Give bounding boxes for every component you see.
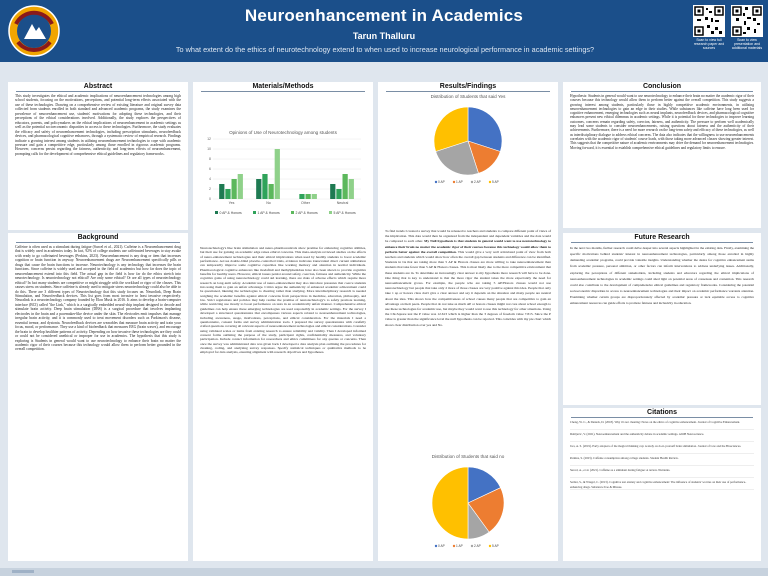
pie-legend-swatch bbox=[453, 181, 455, 183]
conclusion-section bbox=[563, 82, 761, 228]
pie-legend-label: 0 AP bbox=[438, 180, 445, 184]
pie-legend-label: 1 AP bbox=[456, 180, 463, 184]
abstract-section bbox=[8, 82, 188, 230]
methods-section bbox=[193, 82, 373, 561]
bar-chart-plot bbox=[199, 135, 367, 223]
pie-legend-swatch bbox=[435, 181, 437, 183]
pie-legend-swatch bbox=[435, 545, 437, 547]
bar-mark bbox=[232, 179, 237, 199]
citation-item: Jwa, A. S. (2019). Early adopters of the magical thinking cap: A study on do-it-yourself brain stimulation. Journal of Law and the Biosciences. bbox=[570, 444, 754, 454]
pie-legend-label: 5 AP bbox=[492, 544, 499, 548]
bar-mark bbox=[262, 174, 267, 199]
bar-x-tick: Neutral bbox=[336, 201, 349, 205]
future-research-section bbox=[563, 233, 761, 405]
abstract-text: This study investigates the ethical and academic implications of neuroenhancement technologies among high school students, focusing on the motivations, perceptions, and potential long-term effects associated with the use of these technologies. Drawing on a comprehensive review of existing literature and original survey data collected from students enrolled in both standard and advanced academic programs, the study examines the prevalence of neuroenhancement use, students' motivations for adopting these technologies, and their perceptions of the ethical considerations involved. Additionally, the study explores the perspectives of educators, parents, and policymakers on the ethical implications of neuroenhancement in academic settings as well as the potential socioeconomic disparities in access to these technologies. Furthermore, the study evaluates the efficacy and safety of neuroenhancement technologies, including prescription stimulants, neurofeedback devices, and pharmacological cognitive enhancers, through a systematic review of empirical research. Findings indicate a growing interest among students in utilizing neuroenhancement technologies to cope with academic pressure and gain a competitive edge, particularly among those enrolled in rigorous academic programs. However, concerns persist regarding the fairness, authenticity, and long-term effects of neuroenhancement, prompting calls for the development of comprehensive ethical guidelines and regulatory frameworks. bbox=[15, 94, 181, 156]
background-section bbox=[8, 233, 188, 561]
background-title: Background bbox=[16, 233, 180, 243]
bar-mark bbox=[336, 189, 341, 199]
bar-legend-swatch bbox=[291, 211, 294, 214]
pie-legend-label: 0 AP bbox=[438, 544, 445, 548]
bar-legend-label: 0 AP & Honors bbox=[219, 210, 242, 215]
poster-title: Neuroenhancement in Academics bbox=[244, 6, 524, 25]
pie-legend-swatch bbox=[489, 545, 491, 547]
bar-chart bbox=[199, 130, 367, 238]
bar-mark bbox=[299, 194, 304, 199]
future-research-title: Future Research bbox=[571, 233, 753, 243]
qr-code-left-icon[interactable] bbox=[693, 5, 725, 37]
pie-legend-label: 5 AP bbox=[492, 180, 499, 184]
pie-slice bbox=[432, 467, 468, 539]
pie-legend-swatch bbox=[489, 181, 491, 183]
abstract-title: Abstract bbox=[16, 82, 180, 92]
conclusion-text: Hypothesis: Students in general would want to use neurotechnology to enhance their brain no matter the academic rigor of their courses because this technology would allow them to perform better against the overall competition. This study suggests a growing interest among students, particularly those in highly competitive academic environments, in utilizing neuroenhancement technologies to gain an edge in their studies. While substances like caffeine have long been used for cognitive enhancement, emerging technologies such as neural implants, neurofeedback devices, and pharmacological cognitive enhancers present new ethical dilemmas in academic settings. While it is potential for these technologies to improve learning outcomes, concerns remain regarding safety, coercion, fairness, and authenticity. The pressure to perform well academically may lead some students to consider neuroenhancements, raising questions about fairness and the authenticity of their achievements. Furthermore, there is a need for more research on the long-term safety and efficacy of these technologies, as well as interdisciplinary dialogue to address ethical concerns. The data also indicates that the willingness to use neuroenhancements correlates with the academic rigor of students' course loads, with those taking more advanced classes showing greater interest. This suggests that the competitive nature of academic environments may drive the demand for neuroenhancement technologies. Moving forward, it is essential to establish comprehensive ethical guidelines and regulatory limits to ensure. bbox=[570, 94, 754, 150]
citation-item: Sattler, S., & Wiegel, C. (2013). Cognitive test anxiety and cognitive enhancement: The influence of students' worries on their use of performance-enhancing drugs. Substance Use & Misuse. bbox=[570, 480, 754, 490]
bar-y-tick: 12 bbox=[207, 137, 211, 142]
methods-text: Neurotechnology's like brain stimulation and neuro-pharmaceuticals show promise for enhancing cognitive abilities, but their use for gaining an academic edge raises ethical concerns. This meta-analysis reviewed studies on the effects of neuro-enhancement technologies and their ethical implications when used by healthy students to boost academic performance. Across double-blind placebo-controlled trials, evidence indicates transcranial direct current stimulation can temporarily improve some cognitive capacities like working memory and attention in normal individuals. Pharmacological cognitive enhancers like modafinil and methylphenidate have also been shown to provide cognitive benefits for healthy users. However, ethical issues persist around safety, coercion, fairness and authenticity. While the cognitive gains of using neurotechnology could aid learning, there are risks of adverse effects which require more research on long-term safety. Academic use of neuro-enhancement may also introduce pressures that coerce students into using them to gain an unfair advantage. Critics argue the authenticity of enhanced academic achievement could be questioned, likening the technologies to cheating rather than studying. More interdisciplinary research is needed weighing the academic benefits against ethical concerns from perspectives in medicine, education, philosophy, and law. Strict regulations and policies may help realize the promise of neurotechnology's to safely promote learning, while restricting use mostly to boost performance on tests in an academically unfair manner. Comprehensive ethical guidelines can help ensure these emerging technologies are used responsibly in academic settings. For the survey I developed a structured questionnaire that encompasses various aspects related to neuroenhancement technologies, including awareness, usage, motivations, perceptions, and ethical consideration. For the materials I need a questionnaire, consent forms and survey administration tools. I prepared the survey questionnaire with carefully crafted questions covering all relevant aspects of neuroenhancement technologies and ethical considerations. Consider using validated scales or items from existing research to ensure reliability and validity. Then I developed informed consent forms outlining the purpose of the study, participant rights, confidentiality measures, and voluntary participation. Include contact information for researchers and ethics committees for any queries or concerns. Then once the survey was administrated data was given back I developed a data analysis plan outlining the procedures for cleaning, coding, and analyzing survey responses. Specify statistical techniques or qualitative methods to be employed for data analysis, ensuring alignment with research objectives and hypotheses. bbox=[200, 246, 366, 355]
pie-legend-label: 1 AP bbox=[456, 544, 463, 548]
results-text: To find trends I created a survey that would be released to teachers and students to compare different point of views of the implication. This data would then be organized from the independent and dependent variables and the data would be compared to each other. My Null hypothesis is that students in general would want to use neurotechnology to enhance their brain no matter the academic rigor of their courses because this technology would allow them to perform better against the overall competition. This would give a very well articulated point of view from both teachers and students which would show how often the overall gap between students and difference can be identified. Students in IA that are taking more than 5 AP & Honors classes are more willing to take neuroenhancement than students that take fewer than 5 AP & Honors classes. This is most likely due to the more competitive environment that these students are in. To determine an increasingly clear answer to my hypothesis more research will have to be done. One thing that is key to understand is that the more rigor the student takes the more expectantly the need for neuroenhancement grows. For example, the people who are taking 5 AP/Honors classes would not use neurotechnology but people that take only 2 more of those classes are very positive against this idea. People that only take 1 ap or honors class don't give a clear answer and say it depends on the situation and many people are neutral about the idea. This shows how the competitiveness of school causes many people that are competitive to gain an advantage on their peers. People that do not take as much AP or honors classes might not care about school enough to use these technologies for academic use, but maybe they would want to use this technology for other situations. Using the Chi-Square test the P value was 12.613 which is higher than the 3 degrees of freedom value 7.815. Since the P value is greater than the significance level the null hypothesis can be rejected. This coincides with my pie chart which shows clear distribution over yes and No. bbox=[385, 229, 552, 327]
pie-legend-swatch bbox=[471, 181, 473, 183]
bar-legend-label: 1 AP & Honors bbox=[257, 210, 280, 215]
results-title: Results/Findings bbox=[386, 82, 550, 92]
qr-code-right-icon[interactable] bbox=[731, 5, 763, 37]
citations-title: Citations bbox=[571, 408, 753, 418]
bar-legend-swatch bbox=[253, 211, 256, 214]
bar-mark bbox=[330, 184, 335, 199]
citation-item: Surcel, A., et al. (2021). Caffeine as a stimulant during fatigue: A review. Nutrients. bbox=[570, 468, 754, 478]
pie-legend-label: 2 AP bbox=[474, 544, 481, 548]
null-hypothesis-bold: My Null hypothesis is that students in general would want to use neurotechnology to enhance their brain no matter the academic rigor of their courses because this technology would allow them to perform better against the overall competition. bbox=[385, 239, 552, 254]
bar-mark bbox=[238, 174, 243, 199]
bar-y-tick: 6 bbox=[209, 167, 211, 172]
qr-left-caption: Scan to view full research paper and sources bbox=[693, 38, 725, 50]
citation-item: Cheng, W. C., & Daniels, D. (2018). Why it's not cheating: Notes on the ethics of cognitive enhancement. Journal of Cognitive Enhancement. bbox=[570, 420, 754, 430]
footer-logo-icon bbox=[12, 569, 34, 574]
bar-legend-swatch bbox=[329, 211, 332, 214]
bar-mark bbox=[256, 179, 261, 199]
citations-section bbox=[563, 408, 761, 561]
background-text: Caffeine is often used as a stimulant during fatigue (Surcel et al., 2021). Caffeine is a Neuroenhancement drug that is widely used in academics today. In fact, 92% of college students use caffeinated beverages to stay awake with ready to go caffeinated beverages (Perkins, 2023). Neuroenhancement is any drug or item that increases cognition or brain function in anyway. Neuroenhancement drugs are Neuroenhancement specifically pills or drugs that cause the brain functions to increase. Neurotechnology is any technology that increases the brain functions. Since caffeine is widely used and accepted in the field of academics but how far does the topic of neuroenhancement extend into this field. The actual gap in the field is how far do the ethics stretch into neurotechnology. Is neurotechnology not ethical? Are only some ethical? Or are all types of neurotechnology ethical? In fact many students are competitive or might struggle with the workload or rigor of the classes. This causes stress on students. Since caffeine is already used to mitigate stress neurotechnology could also be able to do this. There are 3 different types of Neurotechnology that this study focuses on. Neurolink, Deep Brain Stimulation, and Neurofeedback devices. This list goes from most invasive to least invasive respectively. Neuralink is a neurotechnology company founded by Elon Musk in 2016. It aims to develop a brain-computer interface (BCI) called "the Link," which is a surgically embedded neural-chip implant designed to decode and stimulate brain activity. Deep brain stimulation (DBS) is a surgical procedure that involves implanting electrodes in the brain and a pacemaker-like device under the skin. The electrodes emit impulses that manage irregular brain activity, and it is commonly used to treat movement disorders such as Parkinson's disease, essential tremor, and dystonia. Neurofeedback devices are wearables that measure brain activity and train your focus, mood, or performance. They use a kind of biofeedback that measures EEG (brain waves), and encourage the brain to develop healthier patterns of activity. Depending on how invasive these technologies are they could or could not be considered unethical or improper for use in academics. The hypothesis that this study is exploring is Students in general would want to use neurotechnology to enhance their brain no matter the academic rigor of their courses because this technology would allow them to perform better grounded in the overall competition. bbox=[15, 245, 181, 352]
poster-header bbox=[0, 0, 768, 62]
pie-yes-title: Distribution of Students that said Yes bbox=[430, 94, 506, 99]
pie-legend-swatch bbox=[453, 545, 455, 547]
qr-right-caption: Scan to view presentation and additional materials bbox=[731, 38, 763, 50]
bar-x-tick: No bbox=[266, 201, 271, 205]
bar-mark bbox=[343, 174, 348, 199]
pie-chart-yes bbox=[384, 94, 552, 194]
bar-mark bbox=[349, 179, 354, 199]
bar-y-tick: 2 bbox=[209, 187, 211, 192]
citations-list bbox=[570, 420, 754, 490]
citation-item: Dubljevic, V. (2021). Neuroenhancement and the authenticity debate in academic settings. AJOB Neuroscience. bbox=[570, 432, 754, 442]
bar-chart-title: Opinions of Use of Neurotechnology among students bbox=[229, 130, 337, 135]
bar-legend-swatch bbox=[215, 211, 218, 214]
poster-footer bbox=[0, 568, 768, 576]
bar-mark bbox=[312, 194, 317, 199]
bar-y-tick: 8 bbox=[209, 157, 211, 162]
methods-title: Materials/Methods bbox=[201, 82, 365, 92]
pie-legend-label: 2 AP bbox=[474, 180, 481, 184]
pinnacle-logo-icon bbox=[6, 4, 62, 58]
research-question: To what extent do the ethics of neurotechnology extend to when used to increase neurological performance in academic settings? bbox=[175, 45, 595, 54]
pie-legend-swatch bbox=[471, 545, 473, 547]
bar-legend-label: 5 AP & Honors bbox=[333, 210, 356, 215]
bar-mark bbox=[225, 189, 230, 199]
pie-yes-plot bbox=[384, 99, 552, 189]
bar-mark bbox=[269, 184, 274, 199]
pie-no-plot bbox=[384, 459, 552, 553]
citation-item: Perkins, S. (2023). Caffeine consumption among college students. Student Health Review. bbox=[570, 456, 754, 466]
pie-no-title: Distribution of Students that said no bbox=[431, 454, 505, 459]
bar-legend-label: 2 AP & Honors bbox=[295, 210, 318, 215]
bar-mark bbox=[306, 194, 311, 199]
bar-x-tick: Other bbox=[301, 201, 310, 205]
bar-y-tick: 10 bbox=[207, 147, 211, 152]
bar-mark bbox=[275, 149, 280, 199]
pie-chart-no bbox=[384, 454, 552, 558]
bar-y-tick: 0 bbox=[209, 197, 211, 202]
bar-mark bbox=[219, 184, 224, 199]
conclusion-title: Conclusion bbox=[571, 82, 753, 92]
future-research-text: In the next two months, further research could delve deeper into several aspects highlighted in the existing data. Firstly, examining the specific motivations behind students' interest in neuroenhancement technologies, particularly among those enrolled in highly demanding academic programs, could provide valuable insights. Understanding whether the desire for cognitive enhancement stems from academic pressure, personal ambition, or other factors can inform interventions to address underlying issues. Additionally, exploring the perceptions of different stakeholders, including students and educators regarding the ethical implications of neuroenhancement technologies in academic settings could shed light on potential areas of consensus and contention. This research could also contribute to the development of comprehensive ethical guidelines and regulatory frameworks. Considering the potential socioeconomic disparities in access to neuroenhancement technologies and their impact on academic performance warrants attention. Examining whether certain groups are disproportionately affected by academic pressure or lack equitable access to cognitive enhancement resources can guide efforts to promote fairness and inclusivity in education. bbox=[570, 246, 754, 306]
poster-author: Tarun Thalluru bbox=[352, 31, 416, 41]
results-section bbox=[378, 82, 558, 561]
bar-x-tick: Yes bbox=[228, 201, 235, 205]
bar-y-tick: 4 bbox=[209, 177, 211, 182]
